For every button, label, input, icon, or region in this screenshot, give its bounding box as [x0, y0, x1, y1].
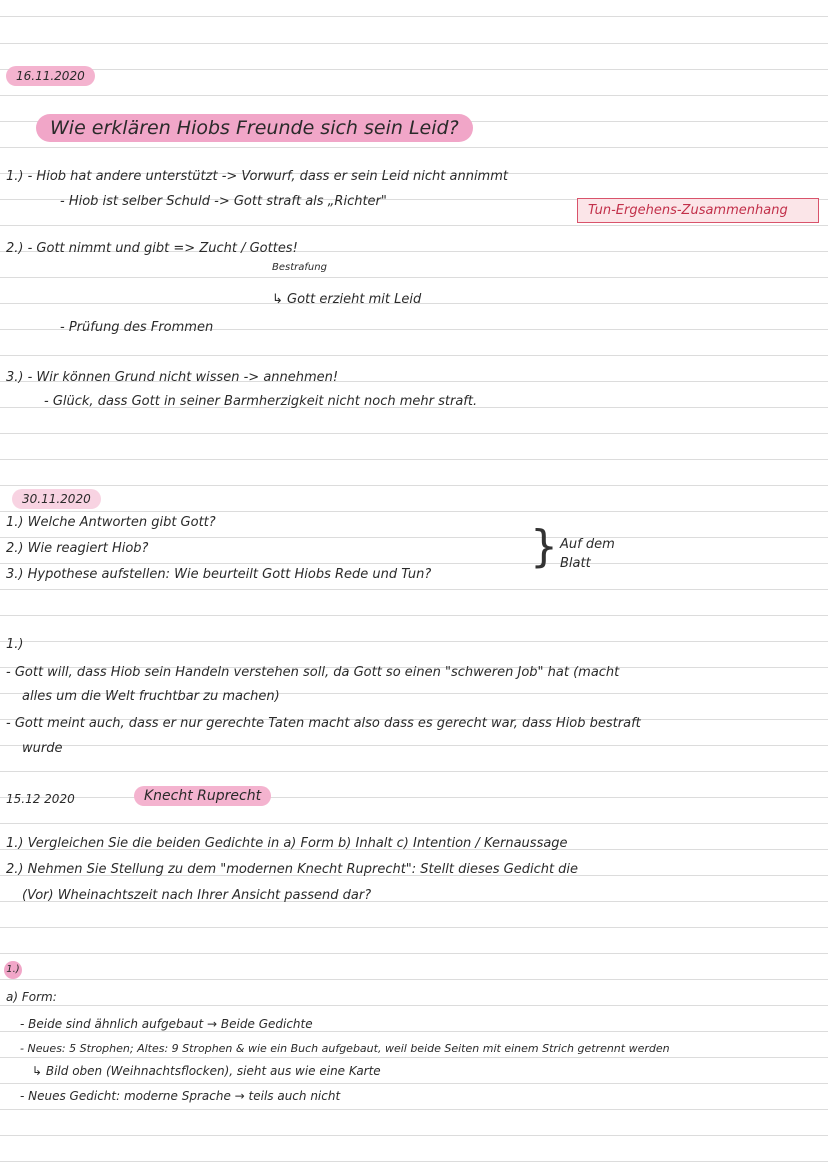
numbered-badge: 1.) — [4, 961, 22, 979]
brace-note: Blatt — [560, 556, 591, 571]
form-note: - Neues Gedicht: moderne Sprache → teils auch nicht — [20, 1089, 341, 1103]
note-line: 2.) - Gott nimmt und gibt => Zucht / Gottes! — [6, 241, 298, 256]
task-line: 1.) Vergleichen Sie die beiden Gedichte in a) Form b) Inhalt c) Intention / Kernaussage — [6, 836, 568, 851]
brace-icon: } — [530, 521, 558, 572]
answer-label: 1.) — [6, 637, 24, 652]
date-highlight-1: 16.11.2020 — [6, 66, 95, 86]
form-note: ↳ Bild oben (Weihnachtsflocken), sieht aus wie eine Karte — [32, 1064, 381, 1078]
heading-knecht-ruprecht: Knecht Ruprecht — [134, 786, 271, 806]
answer-line: - Gott will, dass Hiob sein Handeln verstehen soll, da Gott so einen "schweren Job" hat (macht — [6, 665, 620, 680]
date-text-3: 15.12 2020 — [6, 792, 75, 806]
brace-note: Auf dem — [560, 537, 615, 552]
heading-hiob-friends: Wie erklären Hiobs Freunde sich sein Leid? — [36, 114, 473, 142]
note-line: 3.) - Wir können Grund nicht wissen -> annehmen! — [6, 370, 339, 385]
note-line: - Hiob ist selber Schuld -> Gott straft als „Richter" — [60, 194, 387, 209]
note-line: 1.) - Hiob hat andere unterstützt -> Vorwurf, dass er sein Leid nicht annimmt — [6, 169, 508, 184]
date-highlight-2: 30.11.2020 — [12, 489, 101, 509]
concept-box: Tun-Ergehens-Zusammenhang — [577, 198, 819, 223]
question-line: 1.) Welche Antworten gibt Gott? — [6, 515, 216, 530]
form-note: - Neues: 5 Strophen; Altes: 9 Strophen & wie ein Buch aufgebaut, weil beide Seiten mit einem Strich getrennt werden — [20, 1042, 670, 1055]
question-line: 3.) Hypothese aufstellen: Wie beurteilt Gott Hiobs Rede und Tun? — [6, 567, 432, 582]
answer-line: - Gott meint auch, dass er nur gerechte Taten macht also dass es gerecht war, dass Hiob bestraft — [6, 716, 641, 731]
sub-label: a) Form: — [6, 990, 57, 1004]
note-line: - Prüfung des Frommen — [60, 320, 214, 335]
task-line: (Vor) Wheinachtszeit nach Ihrer Ansicht passend dar? — [22, 888, 372, 903]
note-line: ↳ Gott erzieht mit Leid — [272, 292, 422, 307]
note-line: - Glück, dass Gott in seiner Barmherzigkeit nicht noch mehr straft. — [44, 394, 478, 409]
answer-line: alles um die Welt fruchtbar zu machen) — [22, 689, 280, 704]
answer-line: wurde — [22, 741, 63, 756]
form-note: - Beide sind ähnlich aufgebaut → Beide Gedichte — [20, 1017, 313, 1031]
task-line: 2.) Nehmen Sie Stellung zu dem "modernen Knecht Ruprecht": Stellt dieses Gedicht die — [6, 862, 579, 877]
note-small: Bestrafung — [272, 262, 327, 273]
question-line: 2.) Wie reagiert Hiob? — [6, 541, 149, 556]
